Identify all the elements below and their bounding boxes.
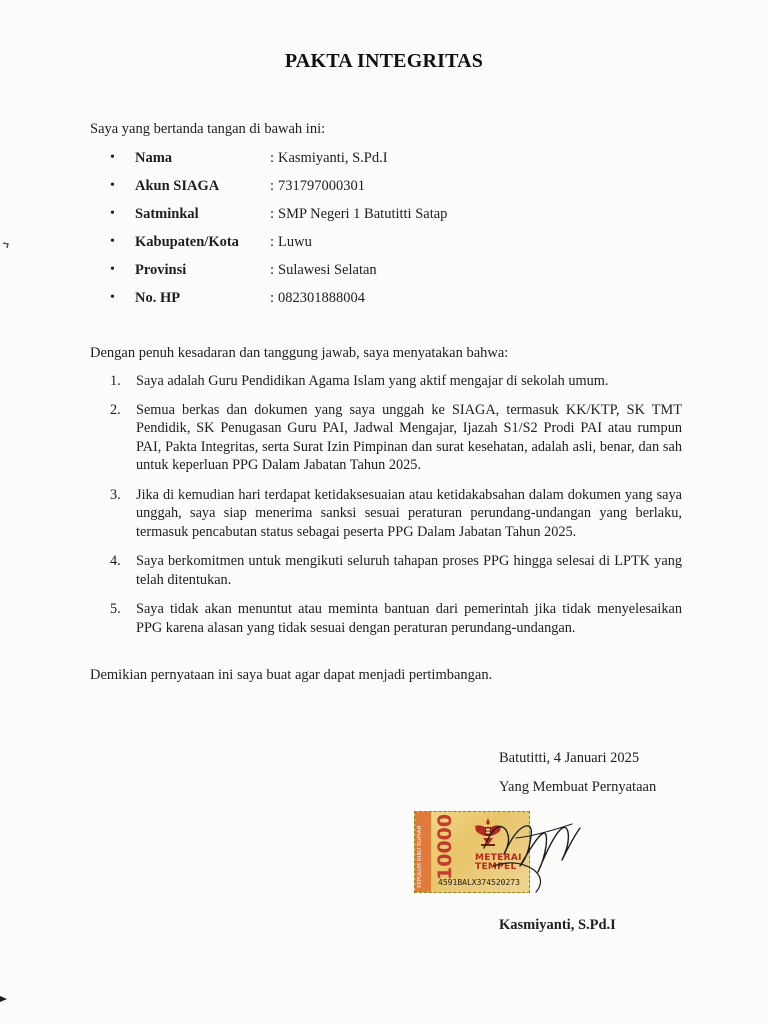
statement-number: 5. — [110, 601, 121, 617]
statement-text: Saya berkomitmen untuk mengikuti seluruh tahapan proses PPG hingga selesai di LPTK yang telah ditentukan. — [136, 553, 682, 588]
identity-value: Luwu — [278, 234, 312, 250]
stamp-side-text: SEPULUH RIBU RUPIAH — [417, 825, 423, 888]
identity-colon: : — [270, 234, 275, 250]
identity-label: No. HP — [135, 290, 181, 306]
statement-item — [110, 486, 682, 542]
identity-value: Sulawesi Selatan — [278, 262, 377, 278]
statement-list — [110, 372, 682, 637]
statement-number: 1. — [110, 373, 121, 389]
identity-row-kabupaten-kota — [110, 234, 670, 262]
statement-item — [110, 600, 682, 637]
identity-colon: : — [270, 262, 275, 278]
stamp-amount: 10000 — [434, 813, 456, 880]
identity-label: Satminkal — [135, 206, 199, 222]
identity-row-provinsi — [110, 262, 670, 290]
statement-item — [110, 372, 682, 391]
identity-row-no-hp — [110, 290, 670, 318]
intro-text: Saya yang bertanda tangan di bawah ini: — [90, 121, 326, 137]
statement-item — [110, 401, 682, 475]
stamp-label-line1: METERAI — [475, 853, 522, 863]
identity-colon: : — [270, 150, 275, 166]
signer-name: Kasmiyanti, S.Pd.I — [499, 917, 616, 933]
stamp-serial: 4591BALX374520273 — [438, 878, 520, 887]
statement-lead: Dengan penuh kesadaran dan tanggung jawab, saya menyatakan bahwa: — [90, 345, 509, 361]
identity-colon: : — [270, 178, 275, 194]
signer-role: Yang Membuat Pernyataan — [499, 779, 657, 795]
statement-text: Saya tidak akan menuntut atau meminta bantuan dari pemerintah jika tidak menyelesaikan PPG karena alasan yang tidak sesuai dengan peraturan perundang-undangan. — [136, 601, 682, 636]
identity-list — [110, 150, 670, 318]
bullet-icon: • — [110, 262, 115, 277]
bullet-icon: • — [110, 178, 115, 193]
bullet-icon: • — [110, 290, 115, 305]
identity-label: Akun SIAGA — [135, 178, 220, 194]
identity-row-akun-siaga — [110, 178, 670, 206]
identity-value: Kasmiyanti, S.Pd.I — [278, 150, 388, 166]
closing-text: Demikian pernyataan ini saya buat agar dapat menjadi pertimbangan. — [90, 667, 493, 683]
statement-text: Semua berkas dan dokumen yang saya unggah ke SIAGA, termasuk KK/KTP, SK TMT Pendidik, SK Penugasan Guru PAI, Jadwal Mengajar, Ijazah S1/S2 Prodi PAI atau rumpun PAI, Pakta Integritas, serta Surat Izin Pimpinan dan surat kesehatan, adalah asli, benar, dan sah untuk keperluan PPG Dalam Jabatan Tahun 2025. — [136, 401, 682, 473]
bullet-icon: • — [110, 150, 115, 165]
handwritten-signature — [476, 808, 586, 896]
identity-label: Provinsi — [135, 262, 187, 278]
identity-colon: : — [270, 206, 275, 222]
statement-number: 3. — [110, 486, 121, 503]
statement-number: 2. — [110, 401, 121, 418]
statement-number: 4. — [110, 553, 121, 569]
document-title: PAKTA INTEGRITAS — [284, 50, 484, 72]
statement-item — [110, 552, 682, 589]
identity-value: SMP Negeri 1 Batutitti Satap — [278, 206, 448, 222]
bullet-icon: • — [110, 234, 115, 249]
stamp-label-line2: TEMPEL — [475, 862, 517, 872]
identity-colon: : — [270, 290, 275, 306]
place-date: Batutitti, 4 Januari 2025 — [499, 750, 640, 766]
statement-text: Jika di kemudian hari terdapat ketidaksesuaian atau ketidakabsahan dalam dokumen yang saya unggah, saya siap menerima sanksi sesuai peraturan perundang-undangan yang berlaku, termasuk pencabutan status sebagai peserta PPG Dalam Jabatan Tahun 2025. — [136, 486, 682, 540]
scan-speck — [0, 994, 10, 1004]
identity-label: Kabupaten/Kota — [135, 234, 239, 250]
scan-speck — [2, 240, 12, 250]
identity-value: 082301888004 — [278, 290, 365, 306]
statement-text: Saya adalah Guru Pendidikan Agama Islam yang aktif mengajar di sekolah umum. — [136, 373, 609, 389]
identity-row-satminkal — [110, 206, 670, 234]
identity-row-nama — [110, 150, 670, 178]
bullet-icon: • — [110, 206, 115, 221]
identity-value: 731797000301 — [278, 178, 365, 194]
identity-label: Nama — [135, 150, 173, 166]
